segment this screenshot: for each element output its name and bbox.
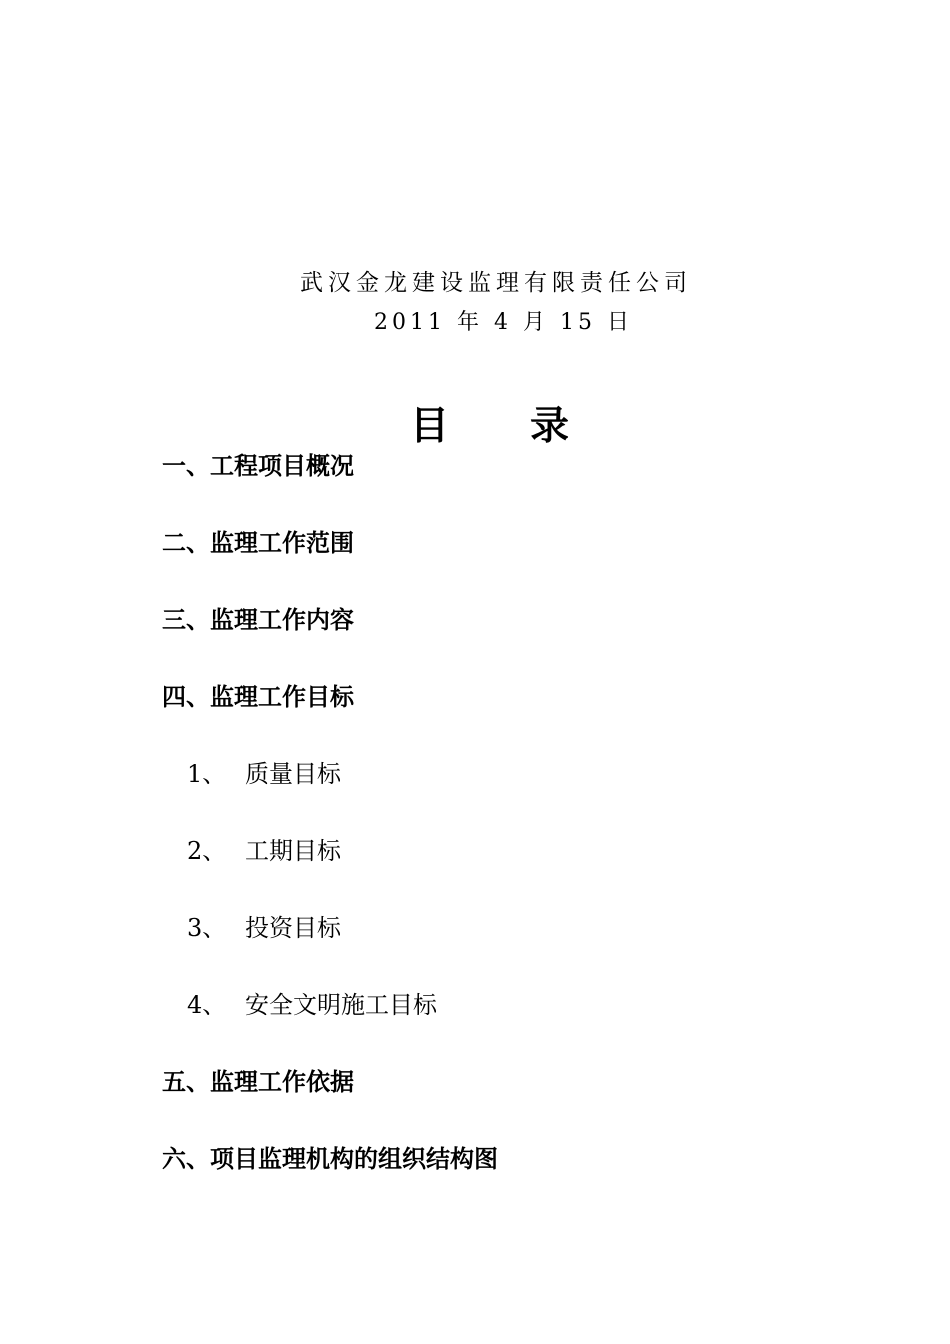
toc-subitem-2: [187, 835, 341, 867]
company-name: 武汉金龙建设监理有限责任公司: [300, 270, 692, 296]
toc-subitem-number: 2、: [187, 837, 227, 865]
toc-subitem-label: 投资目标: [245, 914, 341, 942]
toc-subitem-4: [187, 989, 437, 1021]
toc-subitem-1: [187, 758, 341, 790]
toc-title: [410, 400, 569, 454]
toc-subitem-3: [187, 912, 341, 944]
toc-subitem-number: 4、: [187, 991, 227, 1019]
toc-title-right: 录: [530, 404, 570, 449]
toc-item-1: 一、工程项目概况: [162, 452, 354, 480]
toc-item-4: 四、监理工作目标: [162, 683, 354, 711]
toc-subitem-number: 3、: [187, 914, 227, 942]
toc-item-6: 六、项目监理机构的组织结构图: [162, 1145, 498, 1173]
toc-subitem-label: 工期目标: [245, 837, 341, 865]
toc-subitem-label: 安全文明施工目标: [245, 991, 437, 1019]
toc-subitem-label: 质量目标: [245, 760, 341, 788]
toc-item-5: 五、监理工作依据: [162, 1068, 354, 1096]
document-date: 2011 年 4 月 15 日: [374, 310, 633, 335]
toc-subitem-number: 1、: [187, 760, 227, 788]
toc-item-2: 二、监理工作范围: [162, 529, 354, 557]
toc-item-3: 三、监理工作内容: [162, 606, 354, 634]
toc-title-left: 目: [410, 404, 450, 449]
